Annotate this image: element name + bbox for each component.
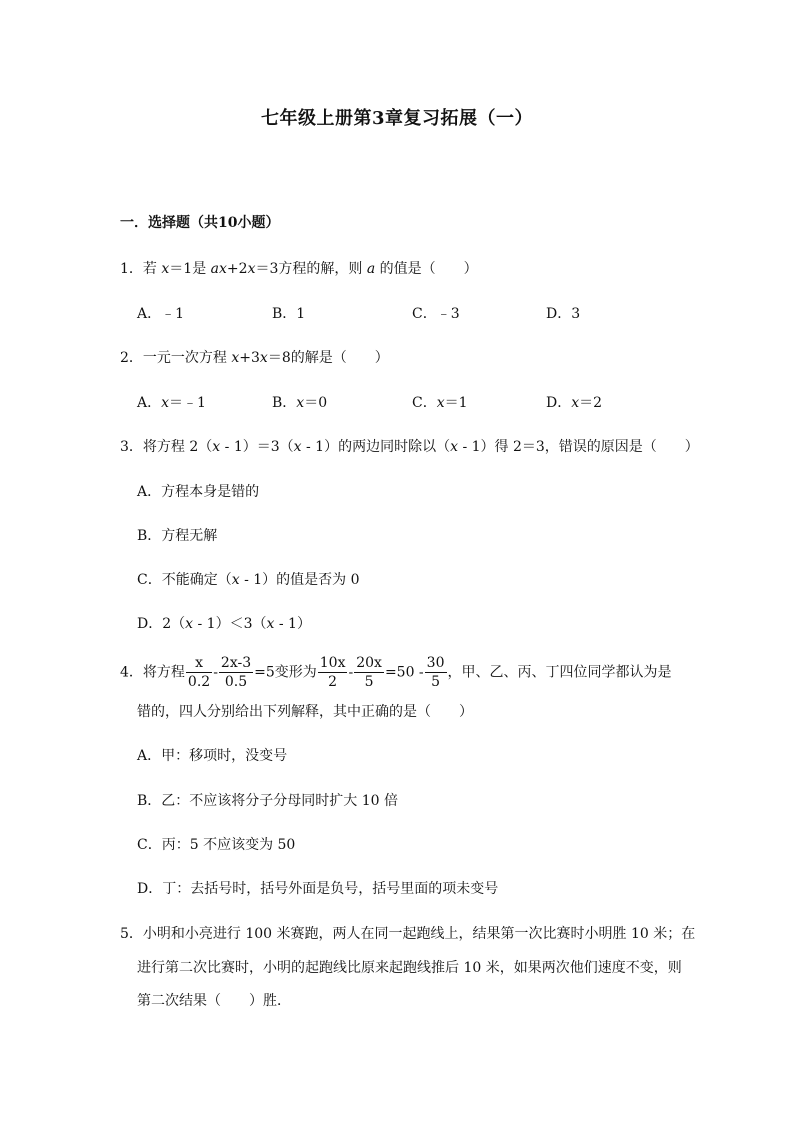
option-c: C．丙：5 不应该变为 50	[137, 837, 296, 853]
question-2	[120, 347, 389, 367]
question-5-line-2: 进行第二次比赛时，小明的起跑线比原来起跑线推后 10 米，如果两次他们速度不变，则	[137, 960, 682, 976]
minus-sign: -	[213, 664, 218, 681]
question-text: 的值是（ ）	[379, 261, 478, 277]
fraction-numerator: 2x-3	[220, 655, 252, 671]
option-c: C．﹣3	[412, 306, 460, 322]
option-d: D．丁：去括号时，括号外面是负号，括号里面的项未变号	[137, 881, 499, 897]
fraction-denominator: 5	[431, 674, 441, 690]
option-b: B．方程无解	[137, 528, 218, 544]
fraction-numerator: 30	[426, 655, 445, 671]
variable-x: x	[231, 572, 240, 588]
option-value: ＝1	[444, 395, 468, 411]
option-value: ＝0	[304, 395, 328, 411]
question-text: 将方程	[142, 664, 185, 681]
variable-x: x	[296, 395, 305, 411]
fraction-denominator: 2	[328, 674, 338, 690]
option-a	[137, 392, 206, 412]
question-number: 3．	[120, 439, 143, 455]
option-a: A．﹣1	[137, 306, 185, 322]
fraction	[354, 654, 384, 691]
option-b: B．乙：不应该将分子分母同时扩大 10 倍	[137, 793, 399, 809]
question-text: =50 -	[384, 664, 424, 681]
variable-a: a	[366, 261, 376, 277]
question-text: +2	[226, 261, 248, 277]
option-value: ＝﹣1	[169, 395, 206, 411]
option-label: C．	[412, 395, 437, 411]
option-label: D．	[546, 395, 572, 411]
option-text: - 1）	[274, 616, 311, 632]
fraction-numerator: 20x	[356, 655, 382, 671]
fraction-denominator: 0.5	[224, 674, 248, 690]
question-text: ，甲、乙、丙、丁四位同学都认为是	[447, 664, 672, 681]
question-5	[120, 923, 695, 943]
option-text: - 1）的值是否为 0	[239, 572, 360, 588]
question-text: 一元一次方程	[142, 350, 227, 366]
option-a: A．方程本身是错的	[137, 484, 260, 500]
question-5-line-3: 第二次结果（ ）胜．	[137, 993, 291, 1009]
fraction	[318, 654, 348, 691]
variable-x: x	[161, 395, 170, 411]
option-b	[272, 392, 327, 412]
variable-x: x	[247, 261, 256, 277]
question-4-line-2: 错的，四人分别给出下列解释，其中正确的是（ ）	[137, 704, 473, 720]
variable-x: x	[161, 261, 170, 277]
variable-x: x	[219, 261, 227, 277]
question-text: ＝3方程的解，则	[255, 261, 363, 277]
fraction-denominator: 5	[364, 674, 374, 690]
question-text: - 1）的两边同时除以（	[301, 439, 451, 455]
page-title: 七年级上册第3章复习拓展（一）	[260, 108, 534, 129]
question-number: 4．	[120, 664, 143, 681]
minus-sign: -	[348, 664, 354, 681]
option-value: ＝2	[579, 395, 603, 411]
variable-x: x	[231, 350, 240, 366]
question-1	[120, 258, 478, 278]
question-text: ＝8的解是（ ）	[267, 350, 389, 366]
fraction	[219, 654, 253, 691]
question-text: - 1）＝3（	[220, 439, 294, 455]
variable-a: a	[210, 261, 220, 277]
variable-x: x	[436, 395, 445, 411]
option-c	[412, 392, 468, 412]
fraction-denominator: 0.2	[187, 674, 211, 690]
variable-x: x	[266, 616, 275, 632]
fraction	[425, 654, 447, 691]
option-c	[137, 569, 360, 589]
variable-x: x	[293, 439, 302, 455]
variable-x: x	[212, 439, 221, 455]
question-text: 小明和小亮进行 100 米赛跑，两人在同一起跑线上，结果第一次比赛时小明胜 10 米；在	[142, 926, 696, 942]
option-d	[137, 613, 311, 633]
question-text: =5变形为	[254, 664, 317, 681]
option-d	[546, 392, 602, 412]
question-number: 2．	[120, 350, 143, 366]
option-label: B．	[272, 395, 297, 411]
variable-x: x	[450, 439, 458, 455]
variable-x: x	[185, 616, 194, 632]
question-number: 5．	[120, 926, 143, 942]
option-d: D．3	[546, 306, 581, 322]
option-text: D．2（	[137, 616, 186, 632]
question-text: +3	[239, 350, 260, 366]
fraction-numerator: 10x	[319, 655, 346, 671]
option-a: A．甲：移项时，没变号	[137, 748, 288, 764]
fraction	[186, 654, 212, 691]
question-4	[120, 654, 672, 691]
option-text: C．不能确定（	[137, 572, 232, 588]
option-label: A．	[137, 395, 162, 411]
question-number: 1．	[120, 261, 143, 277]
fraction-numerator: x	[186, 654, 212, 673]
option-text: - 1）＜3（	[193, 616, 267, 632]
question-text: - 1）得 2＝3，错误的原因是（ ）	[458, 439, 699, 455]
variable-x: x	[571, 395, 580, 411]
option-b: B．1	[272, 306, 306, 322]
question-text: ＝1是	[169, 261, 207, 277]
variable-x: x	[259, 350, 268, 366]
question-3	[120, 436, 699, 456]
question-text: 若	[142, 261, 157, 277]
section-heading: 一．选择题（共10小题）	[120, 215, 280, 231]
question-text: 将方程 2（	[142, 439, 213, 455]
